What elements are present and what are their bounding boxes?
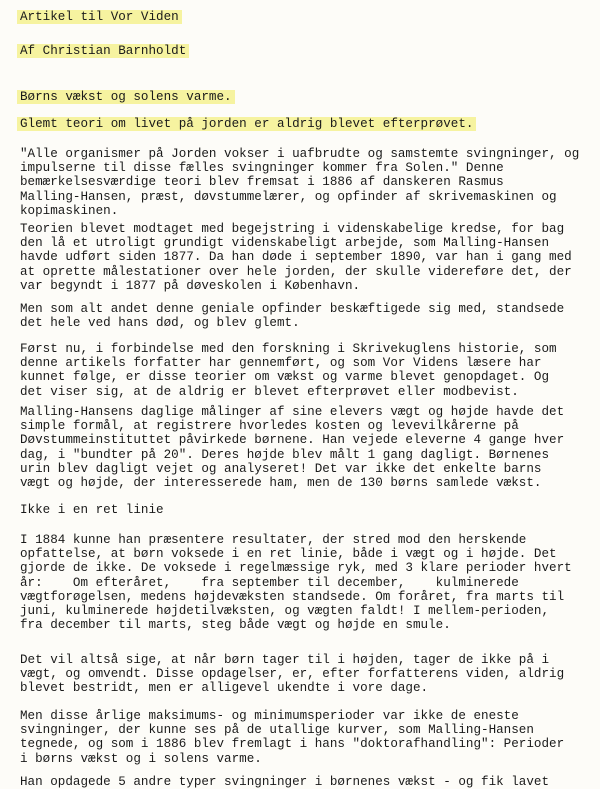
header-line-2-text: Af Christian Barnholdt: [17, 44, 189, 58]
header-line-2: [20, 44, 189, 58]
paragraph-line: svingninger, der kunne ses på de utallige kurver, som Malling-Hansen: [20, 723, 534, 738]
paragraph-4: [20, 342, 580, 399]
paragraph-line: vægt, og omvendt. Disse opdagelser, er, efter forfatterens viden, aldrig: [20, 667, 565, 682]
paragraph-line: opfattelse, at børn voksede i en ret linie, både i vægt og i højde. Det: [20, 547, 557, 562]
paragraph-3: [20, 302, 580, 330]
paragraph-line: Teorien blevet modtaget med begejstring i videnskabelige kredse, for bag: [20, 222, 565, 236]
article-title: [20, 90, 235, 104]
paragraph-line: det hele ved hans død, og blev glemt.: [20, 316, 300, 331]
header-line-1: [20, 10, 182, 24]
paragraph-line: i børns vækst og i solens varme.: [20, 751, 262, 766]
paragraph-line: Malling-Hansen, præst, døvstummelærer, og opfinder af skrivemaskinen og: [20, 189, 557, 204]
paragraph-line: vægt og højde, der interesserede ham, men de 130 børns samlede vækst.: [20, 476, 542, 491]
paragraph-line: det viser sig, at de aldrig er blevet efterprøvet eller modbevist.: [20, 384, 519, 399]
paragraph-line: vægtforøgelsen, medens højdevæksten standsede. Om foråret, fra marts til: [20, 589, 565, 604]
paragraph-line: gjorde de ikke. De voksede i regelmæssige ryk, med 3 klare perioder hvert: [20, 561, 572, 576]
paragraph-line: impulserne til disse fælles svingninger kommer fra Solen." Denne: [20, 161, 504, 176]
article-subtitle-text: Glemt teori om livet på jorden er aldrig blevet efterprøvet.: [17, 117, 476, 131]
article-title-text: Børns vækst og solens varme.: [17, 90, 235, 104]
section-heading: Ikke i en ret linie: [20, 503, 164, 517]
paragraph-line: urin blev dagligt vejet og analyseret! Det var ikke det enkelte barns: [20, 461, 542, 476]
section-paragraph-4: [20, 775, 580, 789]
paragraph-1: [20, 147, 580, 218]
paragraph-line: denne artikels forfatter har gennemført, og som Vor Videns læsere har: [20, 356, 542, 371]
paragraph-line: kopimaskinen.: [20, 203, 119, 218]
paragraph-5: [20, 405, 580, 490]
paragraph-line: kunnet følge, er disse teorier om vækst og varme blevet genopdaget. Og: [20, 370, 550, 385]
paragraph-line: I 1884 kunne han præsentere resultater, der stred mod den herskende: [20, 533, 527, 547]
paragraph-line: blevet bestridt, men er alligevel ukendte i vore dage.: [20, 681, 429, 696]
paragraph-line: "Alle organismer på Jorden vokser i uafbrudte og samstemte svingninger, og: [20, 147, 580, 161]
paragraph-line: tegnede, og som i 1886 blev fremlagt i hans "doktorafhandling": Perioder: [20, 737, 565, 752]
paragraph-2: [20, 222, 580, 293]
paragraph-line: Han opdagede 5 andre typer svingninger i børnenes vækst - og fik lavet: [20, 775, 550, 789]
paragraph-line: dag, i "bundter på 20". Deres højde blev målt 1 gang dagligt. Børnenes: [20, 447, 550, 462]
paragraph-line: Men som alt andet denne geniale opfinder beskæftigede sig med, standsede: [20, 302, 565, 316]
paragraph-line: bemærkelsesværdige teori blev fremsat i 1886 af danskeren Rasmus: [20, 175, 504, 190]
paragraph-line: fra december til marts, steg både vægt og højde en smule.: [20, 618, 451, 633]
paragraph-line: juni, kulminerede højdetilvæksten, og vægten faldt! I mellem-perioden,: [20, 604, 550, 619]
section-paragraph-3: [20, 709, 580, 766]
paragraph-line: simple formål, at registrere hvorledes kosten og levevilkårerne på: [20, 419, 519, 434]
paragraph-line: Malling-Hansens daglige målinger af sine elevers vægt og højde havde det: [20, 405, 565, 419]
paragraph-line: år: Om efteråret, fra september til december, kulminerede: [20, 575, 519, 590]
paragraph-line: havde udført siden 1877. Da han døde i september 1890, var han i gang med: [20, 250, 572, 265]
paragraph-line: den lå et utroligt grundigt videnskabeligt arbejde, som Malling-Hansen: [20, 236, 550, 251]
section-paragraph-1: [20, 533, 580, 632]
section-paragraph-2: [20, 653, 580, 696]
paragraph-line: at oprette målestationer over hele jorden, der skulle videreføre det, der: [20, 264, 572, 279]
paragraph-line: Det vil altså sige, at når børn tager til i højden, tager de ikke på i: [20, 653, 550, 667]
paragraph-line: Først nu, i forbindelse med den forskning i Skrivekuglens historie, som: [20, 342, 557, 356]
paragraph-line: Men disse årlige maksimums- og minimumsperioder var ikke de eneste: [20, 709, 519, 723]
article-subtitle: [20, 117, 476, 131]
header-line-1-text: Artikel til Vor Viden: [17, 10, 182, 24]
paragraph-line: var begyndt i 1877 på døveskolen i København.: [20, 278, 361, 293]
paragraph-line: Døvstummeinstituttet påvirkede børnene. Han vejede eleverne 4 gange hver: [20, 433, 565, 448]
